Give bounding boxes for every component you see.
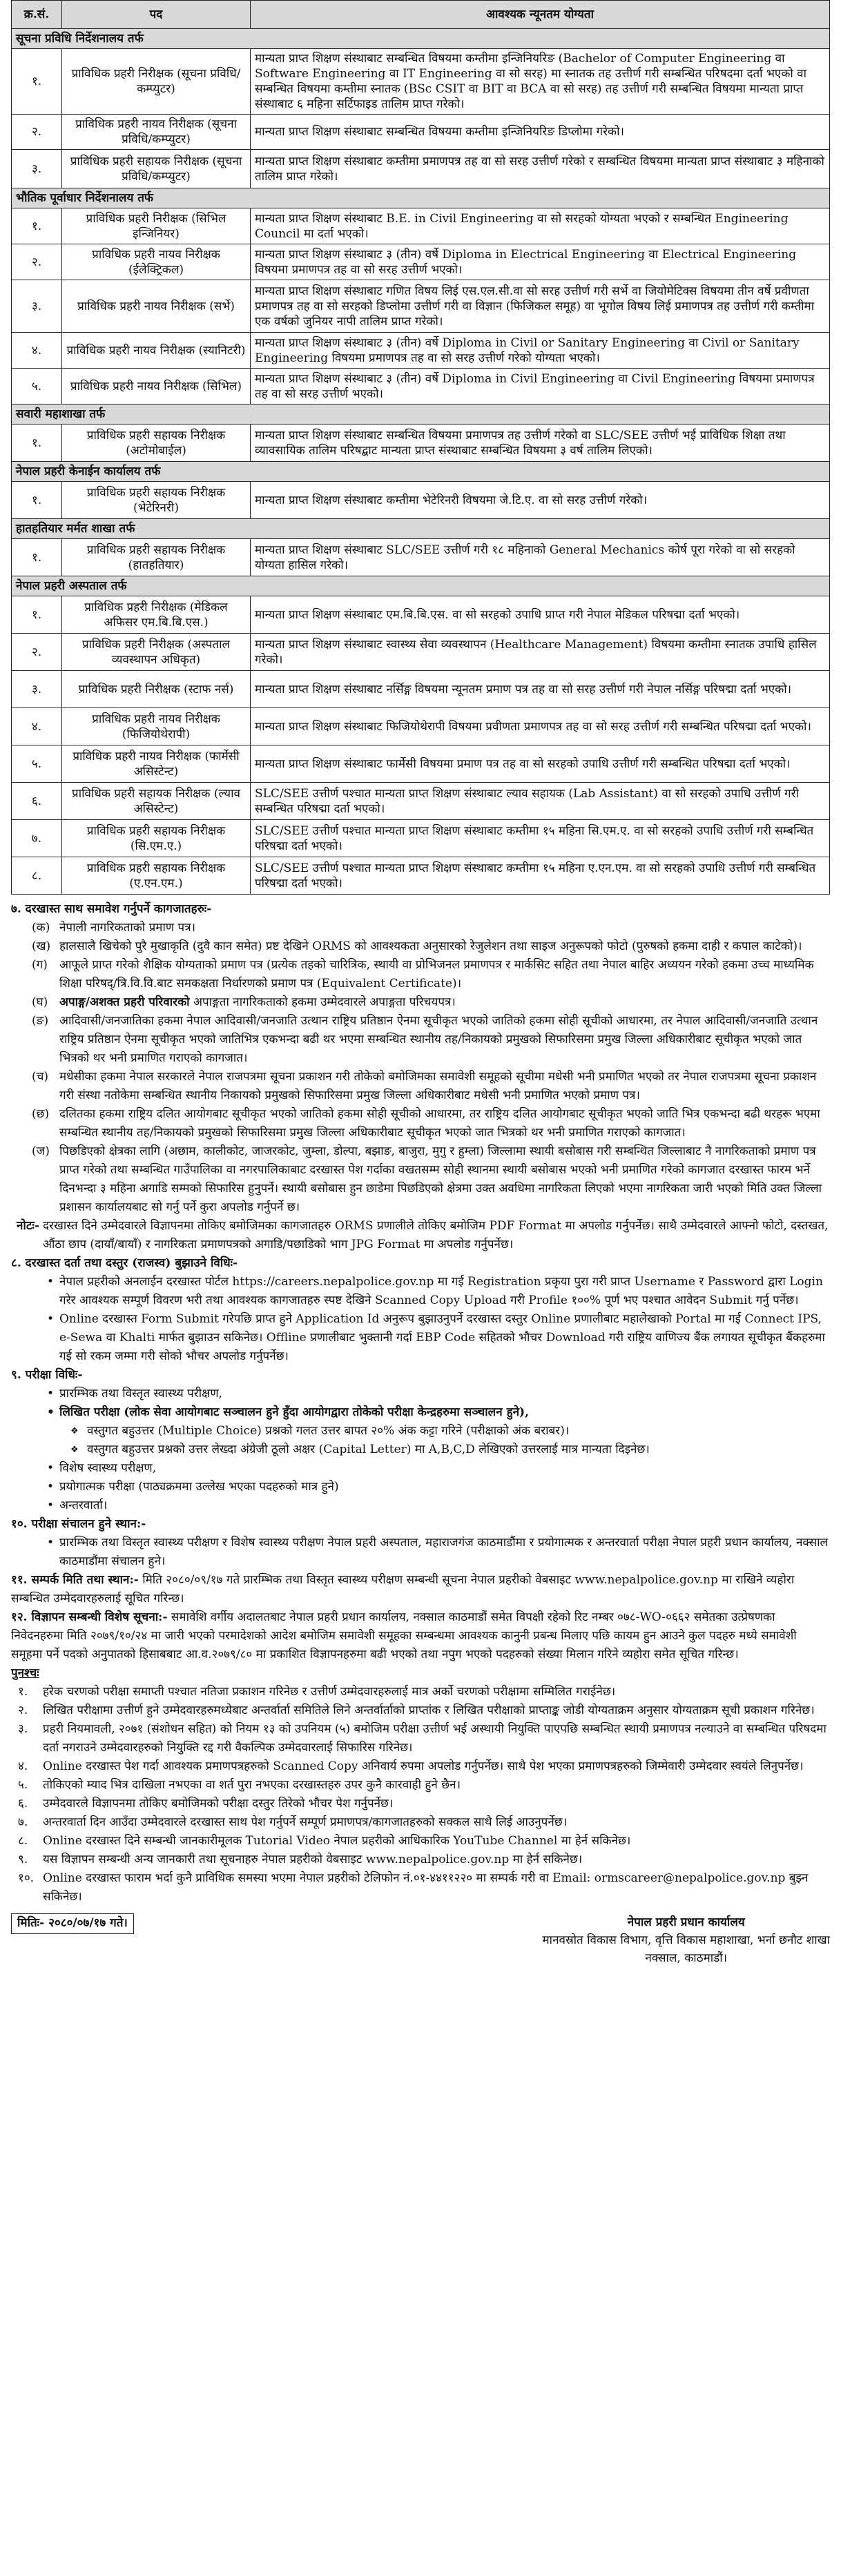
postscript-number: १०. [18, 1871, 35, 1885]
postscript-number: ६. [18, 1797, 28, 1811]
post-name: प्राविधिक प्रहरी नायव निरीक्षक (सिभिल) [62, 369, 251, 404]
post-name: प्राविधिक प्रहरी सहायक निरीक्षक (सि.एम.ए.) [62, 820, 251, 857]
issuing-office [543, 1913, 831, 1967]
post-name: प्राविधिक प्रहरी निरीक्षक (सूचना प्रविधि/कम्प्युटर) [62, 49, 251, 115]
col-post-header: पद [62, 1, 251, 29]
postscript-item [11, 1851, 830, 1869]
section-12-text: समावेशि वर्गीय अदालतबाट नेपाल प्रहरी प्रधान कार्यालय, नक्साल काठमाडौं समेत विपक्षी रहेको रिट नम्बर ०७८-WO-०६६२ समेतका उत्प्रेषणका निवेदनहरुमा मिति २०७९/१०/२४ मा जारी भएको परमादेशको आदेश बमोजिम समावेशी समूहका सम्बन्धमा आवश्यक कानुनी प्रबन्ध मिलाए पछि कायम हुन आउने कुल पदहरु मध्ये समावेशी समूहमा पर्ने पदको अनुपातको हिसाबबाट आ.व.२०७९/८० मा प्रकाशित विज्ञापनहरुमा बढी भएको तथा नपुग भएको पदहरुको संख्या मिलान गरिने व्यहोरा समेत सूचित गरिन्छ। [11, 1610, 797, 1661]
qualification-text: मान्यता प्राप्त शिक्षण संस्थाबाट ३ (तीन) वर्षे Diploma in Civil or Sanitary Engineering वा Civil or Sanitary Engineering विषयमा प्रमाणपत्र तह वा सो सरह उत्तीर्ण गरेको योग्यता भएको। [251, 333, 830, 369]
section-11-text: मिति २०८०/०९/१७ गते प्रारम्भिक तथा विस्तृत स्वास्थ्य परीक्षण सम्बन्धी सूचना नेपाल प्रहरीको वेबसाइट www.nepalpolice.gov.np मा राखिने व्यहोरा सम्बन्धित उम्मेदवारहरुलाई सूचित गरिन्छ। [11, 1573, 795, 1606]
table-row [12, 244, 830, 280]
postscript-item [11, 1683, 830, 1701]
qualification-text: SLC/SEE उत्तीर्ण पश्चात मान्यता प्राप्त शिक्षण संस्थाबाट कम्तीमा १५ महिना सि.एम.ए. वा सो सरहको उपाधि उत्तीर्ण गरी सम्बन्धित परिषद्मा दर्ता भएको। [251, 820, 830, 857]
document-item [11, 919, 830, 937]
document-item-text: मधेसीका हकमा नेपाल सरकारले नेपाल राजपत्रमा सूचना प्रकाशन गरी तोकेको बमोजिमका समावेशी समूहको सूचीमा मधेसी भनी प्रमाणित भएको तर नेपाल राजपत्रमा सूचना प्रकाशन गरी संस्था नतोकेमा सम्बन्धित स्थानीय निकायको प्रमुखको सिफारिसमा प्रमुख जिल्ला अधिकारीबाट मधेसी भनी प्रमाणित भएको प्रमाण पत्र। [59, 1070, 817, 1102]
post-name: प्राविधिक प्रहरी नायव निरीक्षक (ईलेक्ट्रिकल) [62, 244, 251, 280]
table-row [12, 280, 830, 333]
postscript-text: लिखित परीक्षामा उत्तीर्ण हुने उम्मेदवारहरुमध्येबाट अन्तर्वार्ता समितिले लिने अन्तर्वार्ताको प्राप्तांक र लिखित परीक्षाको प्राप्ताङ्क जोडी योग्यताक्रम अनुसार योग्यताक्रम सूची प्रकाशन गरिनेछ। [43, 1704, 815, 1717]
serial-number: ५. [12, 745, 62, 783]
exam-item: • विशेष स्वास्थ्य परीक्षण, [11, 1459, 830, 1478]
post-name: प्राविधिक प्रहरी निरीक्षक (अस्पताल व्यवस्थापन अधिकृत) [62, 634, 251, 671]
section-heading-row [12, 404, 830, 425]
section-10-heading: १०. परीक्षा संचालन हुने स्थान:- [11, 1517, 146, 1531]
issue-date: मितिः- २०८०/०७/१७ गते। [11, 1913, 134, 1934]
serial-number: ३. [12, 671, 62, 708]
qualification-text: मान्यता प्राप्त शिक्षण संस्थाबाट नर्सिङ्ग विषयमा न्यूनतम प्रमाण पत्र तह वा सो सरह उत्तीर्ण गरी नेपाल नर्सिङ्ग परिषद्मा दर्ता भएको। [251, 671, 830, 708]
note-text: दरखास्त दिने उम्मेदवारले विज्ञापनमा तोकिए बमोजिमका कागजातहरु ORMS प्रणालीले तोकिए बमोजिम PDF Format मा अपलोड गर्नुपर्नेछ। साथै उम्मेदवारले आफ्नो फोटो, दस्तखत, औंठा छाप (दायाँ/बायाँ) र नागरिकता प्रमाणपत्रको अगाडि/पछाडिको भाग JPG Format मा अपलोड गर्नुपर्नेछ। [43, 1219, 829, 1251]
table-row [12, 208, 830, 244]
document-item-text [59, 993, 456, 1012]
section-9-heading: ९. परीक्षा विधिः- [11, 1368, 83, 1382]
postscript-item [11, 1813, 830, 1832]
document-item-label: (ग) [32, 958, 48, 972]
document-item-text: नेपाली नागरिकताको प्रमाण पत्र। [59, 921, 196, 935]
document-item [11, 1142, 830, 1217]
qualification-text: मान्यता प्राप्त शिक्षण संस्थाबाट कम्तीमा प्रमाणपत्र तह वा सो सरह उत्तीर्ण गरेको र सम्बन्धित विषयमा मान्यता प्राप्त संस्थाबाट ३ महिनाको तालिम प्राप्त गरेको। [251, 150, 830, 188]
post-name: प्राविधिक प्रहरी सहायक निरीक्षक (भेटेरिनरी) [62, 482, 251, 519]
document-item [11, 1068, 830, 1105]
exam-item: • प्रयोगात्मक परीक्षा (पाठ्यक्रममा उल्लेख भएका पदहरुको मात्र हुने) [11, 1478, 830, 1496]
post-name: प्राविधिक प्रहरी सहायक निरीक्षक (हातहतियार) [62, 539, 251, 576]
postscript-number: ८. [18, 1834, 28, 1848]
document-item-rest: अपाङ्गता नागरिकताको हकमा उम्मेदवारले अपाङ्गता परिचयपत्र। [193, 995, 456, 1009]
table-row [12, 857, 830, 895]
table-row [12, 115, 830, 150]
serial-number: १. [12, 539, 62, 576]
table-row [12, 820, 830, 857]
serial-number: ८. [12, 857, 62, 895]
table-row [12, 596, 830, 634]
post-name: प्राविधिक प्रहरी नायव निरीक्षक (फार्मेसी असिस्टेन्ट) [62, 745, 251, 783]
section-heading-row [12, 462, 830, 482]
exam-item: • लिखित परीक्षा (लोक सेवा आयोगबाट सञ्चालन हुने हुँदा आयोगद्वारा तोकेको परीक्षा केन्द्रहरुमा सञ्चालन हुने), [11, 1403, 830, 1422]
serial-number: २. [12, 115, 62, 150]
document-item-label: (ख) [32, 939, 51, 953]
postscript-number: ३. [18, 1722, 28, 1736]
table-row [12, 150, 830, 188]
postscript-item [11, 1720, 830, 1757]
table-row [12, 482, 830, 519]
serial-number: १. [12, 425, 62, 462]
section-7-heading: ७. दरखास्त साथ समावेश गर्नुपर्ने कागजातहरुः- [11, 902, 212, 916]
postscript-number: १. [18, 1685, 28, 1699]
postscript-text: यस विज्ञापन सम्बन्धी अन्य जानकारी तथा सूचनाहरु नेपाल प्रहरीको वेबसाइट www.nepalpolice.gov.np मा हेर्न सकिनेछ। [43, 1853, 583, 1866]
note-label: नोटः- [17, 1219, 39, 1233]
serial-number: ४. [12, 333, 62, 369]
section-title: भौतिक पूर्वाधार निर्देशनालय तर्फ [12, 188, 830, 208]
section-heading-row [12, 519, 830, 539]
serial-number: २. [12, 634, 62, 671]
qualification-table [11, 0, 830, 895]
section-title: सूचना प्रविधि निर्देशनालय तर्फ [12, 29, 830, 49]
document-item-label: (ज) [32, 1144, 50, 1158]
table-row [12, 783, 830, 820]
postscript-number: ९. [18, 1853, 28, 1866]
section-title: नेपाल प्रहरी अस्पताल तर्फ [12, 576, 830, 596]
table-row [12, 49, 830, 115]
postscript-text: Online दरखास्त पेश गर्दा आवश्यक प्रमाणपत्रहरुको Scanned Copy अनिवार्य रुपमा अपलोड गर्नुपर्नेछ। साथै पेश भएका प्रमाणपत्रहरुको जिम्मेवारी उम्मेदवार स्वयंले लिनुपर्नेछ। [43, 1759, 804, 1773]
postscript-item [11, 1776, 830, 1795]
postscript-number: ४. [18, 1759, 28, 1773]
table-header-row [12, 1, 830, 29]
note-row [11, 1217, 830, 1254]
exam-item: • अन्तरवार्ता। [11, 1496, 830, 1515]
serial-number: ४. [12, 708, 62, 745]
table-row [12, 539, 830, 576]
postscript-text: अन्तरवार्ता दिन आउँदा उम्मेदवारले दरखास्त साथ पेश गर्नुपर्ने सम्पूर्ण प्रमाणपत्र/कागजातहरुको सक्कल साथै लिई आउनुपर्नेछ। [43, 1815, 568, 1829]
postscript-text: उम्मेदवारले विज्ञापनमा तोकिए बमोजिमको परीक्षा दस्तुर तिरेको भौचर पेश गर्नुपर्नेछ। [43, 1797, 394, 1811]
qualification-text: मान्यता प्राप्त शिक्षण संस्थाबाट ३ (तीन) वर्षे Diploma in Electrical Engineering वा Electrical Engineering विषयमा प्रमाणपत्र तह वा सो सरह उत्तीर्ण भएको। [251, 244, 830, 280]
document-item [11, 993, 830, 1012]
section-title: नेपाल प्रहरी केनाईन कार्यालय तर्फ [12, 462, 830, 482]
qualification-text: मान्यता प्राप्त शिक्षण संस्थाबाट फिजियोथेरापी विषयमा प्रवीणता प्रमाणपत्र तह वा सो सरह उत्तीर्ण गरी सम्बन्धित परिषद्मा दर्ता भएको। [251, 708, 830, 745]
section-heading-row [12, 576, 830, 596]
postscript-item [11, 1869, 830, 1906]
postscript-text: Online दरखास्त फाराम भर्दा कुनै प्राविधिक समस्या भएमा नेपाल प्रहरीको टेलिफोन नं.०१-४४११२२० मा सम्पर्क गरी वा Email: ormscareer@nepalpolice.gov.np बुझ्न सकिनेछ। [43, 1871, 809, 1904]
section-7-list [11, 919, 830, 1217]
serial-number: ६. [12, 783, 62, 820]
post-name: प्राविधिक प्रहरी निरीक्षक (सिभिल इन्जिनियर) [62, 208, 251, 244]
qualification-text: मान्यता प्राप्त शिक्षण संस्थाबाट सम्बन्धित विषयमा प्रमाणपत्र तह उत्तीर्ण गरेको वा SLC/SEE उत्तीर्ण भई प्राविधिक शिक्षा तथा व्यावसायिक तालिम परिषद्बाट मान्यता प्राप्त संस्थाबाट सम्बन्धित विषयमा ३ वर्ष तालिम लिएको। [251, 425, 830, 462]
serial-number: ३. [12, 280, 62, 333]
col-qualification-header: आवश्यक न्यूनतम योग्यता [251, 1, 830, 29]
postscript-number: २. [18, 1704, 28, 1717]
post-name: प्राविधिक प्रहरी निरीक्षक (मेडिकल अफिसर एम.बि.बि.एस.) [62, 596, 251, 634]
table-row [12, 708, 830, 745]
document-item-text: हालसालै खिचेको पुरै मुखाकृति (दुवै कान समेत) प्रष्ट देखिने ORMS को आवश्यकता अनुसारको रेजुलेशन तथा साइज अनुरूपको फोटो (पुरुषको हकमा दाही र कपाल काटेको)। [59, 939, 802, 953]
exam-item: • प्रारम्भिक तथा विस्तृत स्वास्थ्य परीक्षण, [11, 1385, 830, 1403]
document-item-label: (छ) [32, 1107, 50, 1121]
col-sn-header: क्र.सं. [12, 1, 62, 29]
section-title: हातहतियार मर्मत शाखा तर्फ [12, 519, 830, 539]
table-row [12, 745, 830, 783]
serial-number: १. [12, 208, 62, 244]
table-row [12, 369, 830, 404]
document-item-text: आफूले प्राप्त गरेको शैक्षिक योग्यताको प्रमाण पत्र (प्रत्येक तहको चारित्रिक, स्थायी वा प्रोभिजनल प्रमाणपत्र र मार्कसिट सहित तथा नेपाल बाहिर अध्ययन गरेको हकमा उच्च माध्यमिक शिक्षा परिषद्/त्रि.वि.वि.बाट समकक्षता निर्धारणको प्रमाण पत्र (Equivalent Certificate)। [59, 958, 814, 991]
section-10-bullet: • प्रारम्भिक तथा विस्तृत स्वास्थ्य परीक्षण र विशेष स्वास्थ्य परीक्षण नेपाल प्रहरी अस्पताल, महाराजगंज काठमाडौंमा र प्रयोगात्मक र अन्तरवार्ता परीक्षा नेपाल प्रहरी प्रधान कार्यालय, नक्साल काठमाडौंमा संचालन हुने। [11, 1534, 830, 1571]
document-item-bold: अपाङ्ग/अशक्त प्रहरी परिवारको [59, 995, 190, 1009]
post-name: प्राविधिक प्रहरी नायव निरीक्षक (स्यानिटरी) [62, 333, 251, 369]
postscript-text: तोकिएको म्याद भित्र दाखिला नभएका वा शर्त पुरा नभएका दरखास्तहरु उपर कुनै कारवाही हुने छैन। [43, 1778, 461, 1792]
serial-number: २. [12, 244, 62, 280]
document-item-label: (ङ) [32, 1014, 49, 1028]
section-8-bullet-1: • नेपाल प्रहरीको अनलाईन दरखास्त पोर्टल https://careers.nepalpolice.gov.np मा गई Registration प्रकृया पुरा गरी प्राप्त Username र Password द्वारा Login गरेर आवश्यक सम्पूर्ण विवरण भरी तथा आवश्यक कागजातहरु स्पष्ट देखिने Scanned Copy Upload गरी Profile १००% पूर्ण भए पश्चात आवेदन Submit गर्नु पर्नेछ। [11, 1273, 830, 1310]
qualification-text: मान्यता प्राप्त शिक्षण संस्थाबाट फार्मेसी विषयमा प्रमाण पत्र तह वा सो सरहको उपाधि उत्तीर्ण गरी सम्बन्धित परिषद्मा दर्ता भएको। [251, 745, 830, 783]
section-11 [11, 1571, 830, 1608]
document-item-label: (क) [32, 921, 50, 935]
section-8-heading: ८. दरखास्त दर्ता तथा दस्तुर (राजस्व) बुझाउने विधिः- [11, 1256, 238, 1270]
table-row [12, 671, 830, 708]
office-department: मानवस्रोत विकास विभाग, वृत्ति विकास महाशाखा, भर्ना छनौट शाखा [542, 1933, 830, 1947]
notes [11, 900, 830, 1906]
qualification-text: मान्यता प्राप्त शिक्षण संस्थाबाट एम.बि.बि.एस. वा सो सरहको उपाधि प्राप्त गरी नेपाल मेडिकल परिषद्मा दर्ता भएको। [251, 596, 830, 634]
post-name: प्राविधिक प्रहरी नायव निरीक्षक (सूचना प्रविधि/कम्प्युटर) [62, 115, 251, 150]
serial-number: ७. [12, 820, 62, 857]
postscript-number: ५. [18, 1778, 28, 1792]
qualification-text: मान्यता प्राप्त शिक्षण संस्थाबाट ३ (तीन) वर्षे Diploma in Civil Engineering वा Civil Engineering विषयमा प्रमाणपत्र तह वा सो सरह उत्तीर्ण भएको। [251, 369, 830, 404]
section-heading-row [12, 29, 830, 49]
table-row [12, 634, 830, 671]
document-item [11, 1012, 830, 1068]
postscript-text: हरेक चरणको परीक्षा समाप्ती पश्चात नतिजा प्रकाशन गरिनेछ र उत्तीर्ण उम्मेदवारहरुलाई मात्र अर्को चरणको परीक्षामा सम्मिलित गराईनेछ। [43, 1685, 616, 1699]
section-8-bullet-2: • Online दरखास्त Form Submit गरेपछि प्राप्त हुने Application Id अनुरूप बुझाउनुपर्ने दरखास्त दस्तुर Online प्रणालीबाट महालेखाको Portal मा गई Connect IPS, e-Sewa वा Khalti मार्फत बुझाउन सकिनेछ। Offline प्रणालीबाट भुक्तानी गर्दा EBP Code सहितको भौचर Download गरी राष्ट्रिय वाणिज्य बैंक लगायत सूचीकृत बैंकहरुमा गई सो रकम जम्मा गरी सोको भौचर अपलोड गर्नुपर्नेछ। [11, 1310, 830, 1366]
serial-number: ५. [12, 369, 62, 404]
document-item-text: दलितका हकमा राष्ट्रिय दलित आयोगबाट सूचीकृत भएको जातिको हकमा सोही सूचीको आधारमा, तर राष्ट्रिय दलित आयोगबाट सूचीकृत भएको जाति भित्र एकभन्दा बढी थरहरू भएमा सम्बन्धित स्थानीय तह/निकायको प्रमुखको सिफारिसमा प्रमुख जिल्ला अधिकारीबाट सूचीकृत भएको जात भित्रको थर भनी प्रमाणित गराएको कागजात। [59, 1107, 820, 1140]
document-item-text: पिछडिएको क्षेत्रका लागि (अछाम, कालीकोट, जाजरकोट, जुम्ला, डोल्पा, बझाङ, बाजुरा, मुगु र हुम्ला) जिल्लामा स्थायी बसोबास गरी सम्बन्धित जिल्लाबाट नै नागरिकताको प्रमाण पत्र प्राप्त गरेको तथा सम्बन्धित गाउँपालिका वा नगरपालिकाबाट दरखास्त पेश गर्दाका वखतसम्म सोही स्थानमा स्थायी बसोबास भएको भनी प्रमाणित गरेको कागजात दरखास्त फारम भर्ने दिनभन्दा ३ महिना अगाडि सम्मको सिफारिस हुनुपर्ने। स्थायी बसोबास हुन छाडेमा पिछडिएको क्षेत्रमा उक्त अवधिमा नागरिकता लिएको भएमा नागरिकता जारी भएको मिति उक्त जिल्ला प्रशासन कार्यालयबाट सो गर्नु पर्ने कुरा अपलोड गर्नुपर्ने छ। [59, 1144, 822, 1214]
document-item [11, 937, 830, 956]
postscript-number: ७. [18, 1815, 28, 1829]
qualification-text: मान्यता प्राप्त शिक्षण संस्थाबाट गणित विषय लिई एस.एल.सी.वा सो सरह उत्तीर्ण गरी सर्भे वा जियोमेटिक्स विषयमा तीन वर्षे प्रवीणता प्रमाणपत्र तह वा सो सरहको डिप्लोमा उत्तीर्ण गरी वा विज्ञान (फिजिकल समूह) वा भूगोल विषय लिई प्रमाणपत्र तह उत्तीर्ण गरी कम्तीमा एक वर्षको जुनियर नापी तालिम प्राप्त गरेको। [251, 280, 830, 333]
exam-subitem: ❖ वस्तुगत बहुउत्तर प्रश्नको उत्तर लेख्दा अंग्रेजी ठूलो अक्षर (Capital Letter) मा A,B,C,D लेखिएको उत्तरलाई मात्र मान्यता दिइनेछ। [11, 1441, 830, 1459]
section-12-heading: १२. विज्ञापन सम्बन्धी विशेष सूचना:- [11, 1610, 168, 1624]
post-name: प्राविधिक प्रहरी सहायक निरीक्षक (ल्याव असिस्टेन्ट) [62, 783, 251, 820]
postscript-item [11, 1757, 830, 1776]
postscript-list [11, 1683, 830, 1906]
document-item [11, 1105, 830, 1142]
qualification-text: SLC/SEE उत्तीर्ण पश्चात मान्यता प्राप्त शिक्षण संस्थाबाट कम्तीमा १५ महिना ए.एन.एम. वा सो सरहको उपाधि उत्तीर्ण गरी सम्बन्धित परिषद्मा दर्ता भएको। [251, 857, 830, 895]
office-name: नेपाल प्रहरी प्रधान कार्यालय [627, 1915, 745, 1929]
serial-number: १. [12, 482, 62, 519]
post-name: प्राविधिक प्रहरी नायव निरीक्षक (सर्भे) [62, 280, 251, 333]
qualification-text: मान्यता प्राप्त शिक्षण संस्थाबाट B.E. in Civil Engineering वा सो सरहको योग्यता भएको र सम्बन्धित Engineering Council मा दर्ता भएको। [251, 208, 830, 244]
postscript-item [11, 1795, 830, 1813]
table-row [12, 425, 830, 462]
qualification-text: SLC/SEE उत्तीर्ण पश्चात मान्यता प्राप्त शिक्षण संस्थाबाट ल्याव सहायक (Lab Assistant) वा सो सरहको उपाधि उत्तीर्ण गरी सम्बन्धित परिषद्मा दर्ता भएको। [251, 783, 830, 820]
postscript-heading: पुनश्चः [11, 1666, 39, 1680]
qualification-text: मान्यता प्राप्त शिक्षण संस्थाबाट SLC/SEE उत्तीर्ण गरी १८ महिनाको General Mechanics कोर्ष पूरा गरेको वा सो सरहको योग्यता हासिल गरेको। [251, 539, 830, 576]
document-item-text: आदिवासी/जनजातिका हकमा नेपाल आदिवासी/जनजाति उत्थान राष्ट्रिय प्रतिष्ठान ऐनमा सूचीकृत भएको जातिको हकमा सोही सूचीको आधारमा, तर नेपाल आदिवासी/जनजाति उत्थान राष्ट्रिय प्रतिष्ठान ऐनमा सूचीकृत भएको जातिभित्र एकभन्दा बढी थर भएमा सम्बन्धित स्थानीय तह/निकायको प्रमुखको सिफारिसमा प्रमुख जिल्ला अधिकारीबाट सूचीकृत भएको जात भित्रको थर भनी प्रमाणित गराएको कागजात। [59, 1014, 818, 1065]
section-title: सवारी महाशाखा तर्फ [12, 404, 830, 425]
document-item-label: (घ) [32, 995, 48, 1009]
footer [11, 1913, 830, 1967]
postscript-item [11, 1832, 830, 1851]
serial-number: १. [12, 49, 62, 115]
serial-number: ३. [12, 150, 62, 188]
section-12 [11, 1608, 830, 1664]
qualification-text: मान्यता प्राप्त शिक्षण संस्थाबाट सम्बन्धित विषयमा कम्तीमा इन्जिनियरिङ (Bachelor of Computer Engineering वा Software Engineering वा IT Engineering वा सो सरह) मा स्नातक तह उत्तीर्ण गरी सम्बन्धित परिषदमा दर्ता भएको वा सम्बन्धित विषयमा कम्तीमा स्नातक (BSc CSIT वा BIT वा BCA वा सो सरह) तह उत्तीर्ण गरी सम्बन्धित विषयमा मान्यता प्राप्त संस्थाबाट ६ महिना सर्टिफाइड तालिम प्राप्त गरेको। [251, 49, 830, 115]
exam-subitem: ❖ वस्तुगत बहुउत्तर (Multiple Choice) प्रश्नको गलत उत्तर बापत २०% अंक कट्टा गरिने (परीक्षाको अंक बराबर)। [11, 1422, 830, 1441]
document-item [11, 956, 830, 993]
postscript-text: प्रहरी नियमावली, २०७१ (संशोधन सहित) को नियम १३ को उपनियम (५) बमोजिम परीक्षा उत्तीर्ण भई अस्थायी नियुक्ति पाएपछि सम्बन्धित स्थायी प्रमाणपत्र नल्याउने वा सम्बन्धित परिषदमा दर्ता नगराउने उम्मेदवारहरुको नियुक्ति रद्द गरी वैकल्पिक उम्मेदवारलाई सिफारिस गरिनेछ। [43, 1722, 826, 1755]
qualification-text: मान्यता प्राप्त शिक्षण संस्थाबाट सम्बन्धित विषयमा कम्तीमा इन्जिनियरिङ डिप्लोमा गरेको। [251, 115, 830, 150]
section-heading-row [12, 188, 830, 208]
serial-number: १. [12, 596, 62, 634]
qualification-text: मान्यता प्राप्त शिक्षण संस्थाबाट स्वास्थ्य सेवा व्यवस्थापन (Healthcare Management) विषयमा कम्तीमा स्नातक उपाधि हासिल गरेको। [251, 634, 830, 671]
office-place: नक्साल, काठमाडौं। [645, 1951, 728, 1965]
post-name: प्राविधिक प्रहरी सहायक निरीक्षक (अटोमोबाईल) [62, 425, 251, 462]
postscript-item [11, 1701, 830, 1720]
section-11-heading: ११. सम्पर्क मिति तथा स्थान:- [11, 1573, 139, 1587]
postscript-text: Online दरखास्त दिने सम्बन्धी जानकारीमूलक Tutorial Video नेपाल प्रहरीको आधिकारिक YouTube Channel मा हेर्न सकिनेछ। [43, 1834, 631, 1848]
post-name: प्राविधिक प्रहरी निरीक्षक (स्टाफ नर्स) [62, 671, 251, 708]
post-name: प्राविधिक प्रहरी नायव निरीक्षक (फिजियोथेरापी) [62, 708, 251, 745]
post-name: प्राविधिक प्रहरी सहायक निरीक्षक (ए.एन.एम.) [62, 857, 251, 895]
table-row [12, 333, 830, 369]
document-item-label: (च) [32, 1070, 49, 1084]
post-name: प्राविधिक प्रहरी सहायक निरीक्षक (सूचना प्रविधि/कम्प्युटर) [62, 150, 251, 188]
qualification-text: मान्यता प्राप्त शिक्षण संस्थाबाट कम्तीमा भेटेरिनरी विषयमा जे.टि.ए. वा सो सरह उत्तीर्ण गरेको। [251, 482, 830, 519]
page [11, 0, 830, 1967]
